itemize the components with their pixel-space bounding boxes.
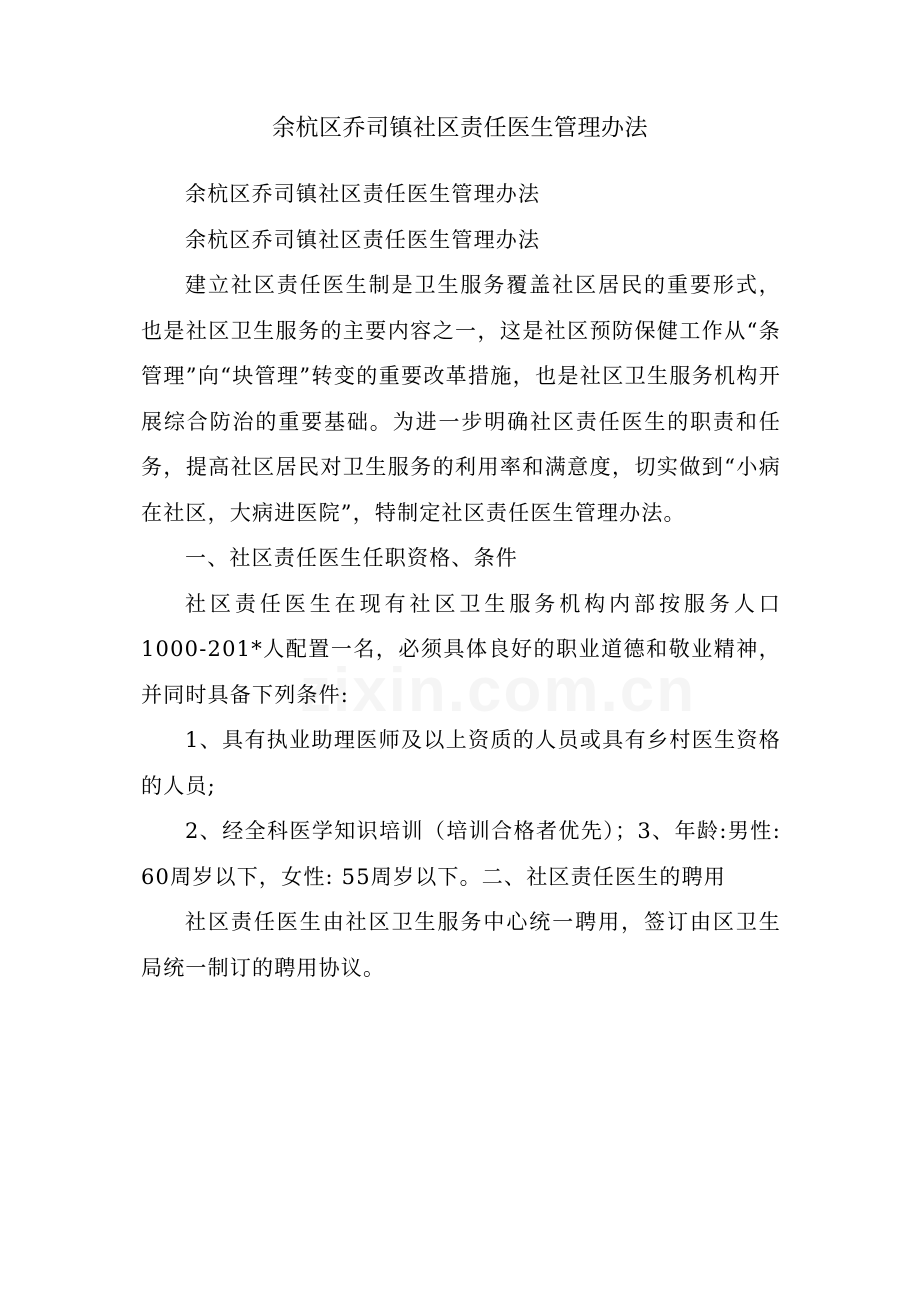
paragraph-employment: 社区责任医生由社区卫生服务中心统一聘用，签订由区卫生局统一制订的聘用协议。 [141,910,781,980]
paragraph-staffing: 社区责任医生在现有社区卫生服务机构内部按服务人口1000-201*人配置一名，必须具体良好的职业道德和敬业精神，并同时具备下列条件: [141,591,781,707]
section-heading-qualifications: 一、社区责任医生任职资格、条件 [185,546,518,570]
paragraph-subtitle-2: 余杭区乔司镇社区责任医生管理办法 [185,227,541,252]
list-item-condition-2-3: 2、经全科医学知识培训（培训合格者优先）；3、年龄:男性: 60周岁以下，女性: 55周岁以下。二、社区责任医生的聘用 [141,819,781,889]
document-title: 余杭区乔司镇社区责任医生管理办法 [272,115,648,141]
list-item-condition-1: 1、具有执业助理医师及以上资质的人员或具有乡村医生资格的人员; [141,728,781,798]
paragraph-subtitle-1: 余杭区乔司镇社区责任医生管理办法 [185,182,541,206]
document-body [141,172,781,991]
paragraph-intro: 建立社区责任医生制是卫生服务覆盖社区居民的重要形式，也是社区卫生服务的主要内容之一，这是社区预防保健工作从“条管理”向“块管理”转变的重要改革措施，也是社区卫生服务机构开展综合防治的重要基础。为进一步明确社区责任医生的职责和任务，提高社区居民对卫生服务的利用率和满意度，切实做到“小病在社区，大病进医院”，特制定社区责任医生管理办法。 [141,273,781,525]
